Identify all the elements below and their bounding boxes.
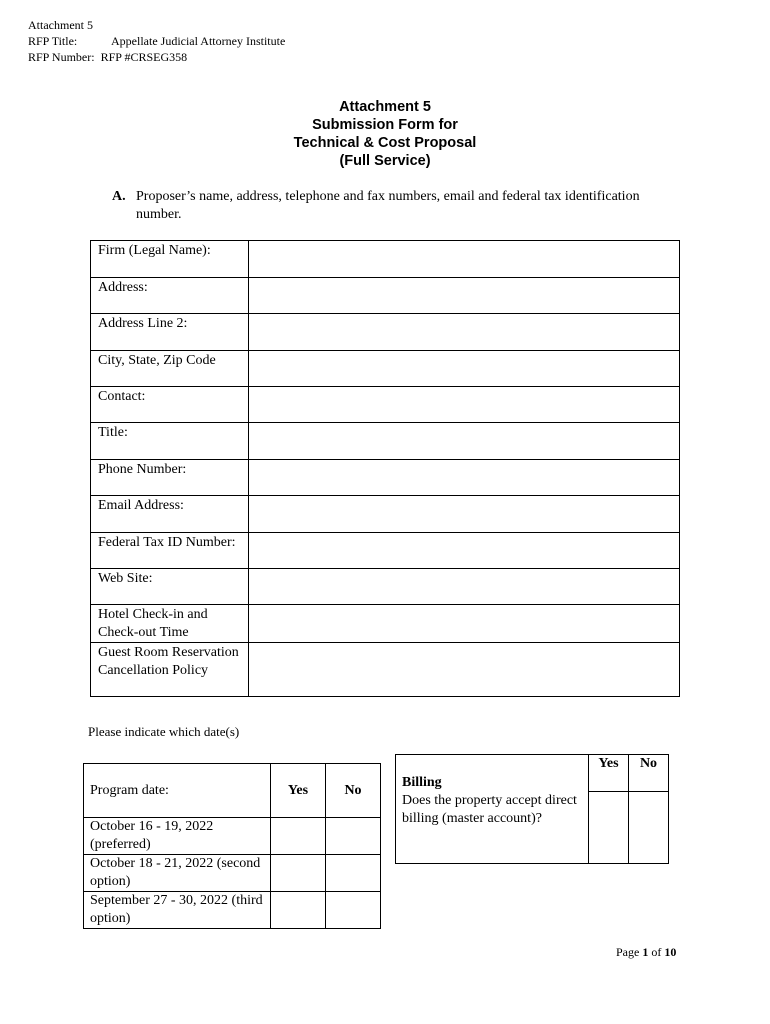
website-label: Web Site:: [91, 569, 249, 605]
firm-info-table: [90, 240, 680, 697]
page-footer: [616, 945, 676, 960]
program-date-option: October 18 - 21, 2022 (second option): [84, 855, 271, 892]
federal-tax-id-label: Federal Tax ID Number:: [91, 533, 249, 569]
form-title: [0, 98, 770, 170]
table-row: [84, 892, 381, 929]
total-pages: 10: [664, 945, 677, 959]
table-row: [91, 351, 680, 387]
program-date-header: Program date:: [84, 764, 271, 818]
yes-cell[interactable]: [589, 792, 629, 864]
dates-prompt: Please indicate which date(s): [88, 724, 240, 739]
title-line-1: Attachment 5: [339, 99, 431, 115]
address-label: Address:: [91, 278, 249, 314]
no-header: No: [326, 764, 381, 818]
table-row: [91, 569, 680, 605]
table-row: [91, 314, 680, 351]
rfp-title-value: Appellate Judicial Attorney Institute: [111, 34, 286, 48]
section-a-text: Proposer’s name, address, telephone and fax numbers, email and federal tax identification number.: [136, 189, 640, 222]
header-attachment: Attachment 5: [28, 18, 93, 32]
header-rfp-title: [28, 33, 286, 49]
firm-value-field[interactable]: [249, 241, 680, 278]
title-line-4: (Full Service): [339, 153, 431, 169]
no-header: No: [629, 755, 669, 792]
page-number: 1: [642, 945, 649, 959]
rfp-number-label: RFP Number:: [28, 50, 95, 64]
email-label: Email Address:: [91, 496, 249, 533]
no-cell[interactable]: [326, 892, 381, 929]
email-value-field[interactable]: [249, 496, 680, 533]
section-a-label: A.: [112, 189, 126, 204]
title-label: Title:: [91, 423, 249, 460]
contact-label: Contact:: [91, 387, 249, 423]
city-state-zip-label: City, State, Zip Code: [91, 351, 249, 387]
table-row: [91, 533, 680, 569]
table-row: [91, 460, 680, 496]
no-cell[interactable]: [326, 855, 381, 892]
rfp-number-value: RFP #CRSEG358: [100, 50, 188, 64]
address2-value-field[interactable]: [249, 314, 680, 351]
yes-cell[interactable]: [271, 855, 326, 892]
section-a: [112, 188, 687, 224]
rfp-title-label: RFP Title:: [28, 34, 78, 48]
no-cell[interactable]: [326, 818, 381, 855]
billing-question: Does the property accept direct billing (master account)?: [396, 792, 589, 864]
table-header-row: [396, 755, 669, 792]
of-label: of: [651, 945, 662, 959]
address2-label: Address Line 2:: [91, 314, 249, 351]
firm-label: Firm (Legal Name):: [91, 241, 249, 278]
yes-header: Yes: [271, 764, 326, 818]
table-row: [91, 423, 680, 460]
program-date-option: October 16 - 19, 2022 (preferred): [84, 818, 271, 855]
table-row: [84, 818, 381, 855]
program-date-option: September 27 - 30, 2022 (third option): [84, 892, 271, 929]
contact-value-field[interactable]: [249, 387, 680, 423]
table-row: [91, 496, 680, 533]
title-line-3: Technical & Cost Proposal: [293, 135, 477, 151]
cancellation-policy-label: Guest Room Reservation Cancellation Policy: [91, 643, 249, 697]
website-value-field[interactable]: [249, 569, 680, 605]
table-row: [84, 855, 381, 892]
title-value-field[interactable]: [249, 423, 680, 460]
phone-value-field[interactable]: [249, 460, 680, 496]
address-value-field[interactable]: [249, 278, 680, 314]
city-state-zip-value-field[interactable]: [249, 351, 680, 387]
table-row: [91, 605, 680, 643]
program-dates-table: [83, 763, 381, 929]
page-label: Page: [616, 945, 640, 959]
billing-header: Billing: [396, 755, 589, 792]
title-line-2: Submission Form for: [312, 117, 458, 133]
cancellation-policy-value-field[interactable]: [249, 643, 680, 697]
yes-header: Yes: [589, 755, 629, 792]
yes-cell[interactable]: [271, 892, 326, 929]
yes-cell[interactable]: [271, 818, 326, 855]
table-row: [396, 792, 669, 864]
hotel-check-in-value-field[interactable]: [249, 605, 680, 643]
table-header-row: [84, 764, 381, 818]
header-rfp-number: [28, 49, 187, 65]
billing-table: [395, 754, 669, 864]
phone-label: Phone Number:: [91, 460, 249, 496]
table-row: [91, 241, 680, 278]
table-row: [91, 278, 680, 314]
no-cell[interactable]: [629, 792, 669, 864]
hotel-check-in-label: Hotel Check-in and Check-out Time: [91, 605, 249, 643]
table-row: [91, 643, 680, 697]
table-row: [91, 387, 680, 423]
federal-tax-id-value-field[interactable]: [249, 533, 680, 569]
